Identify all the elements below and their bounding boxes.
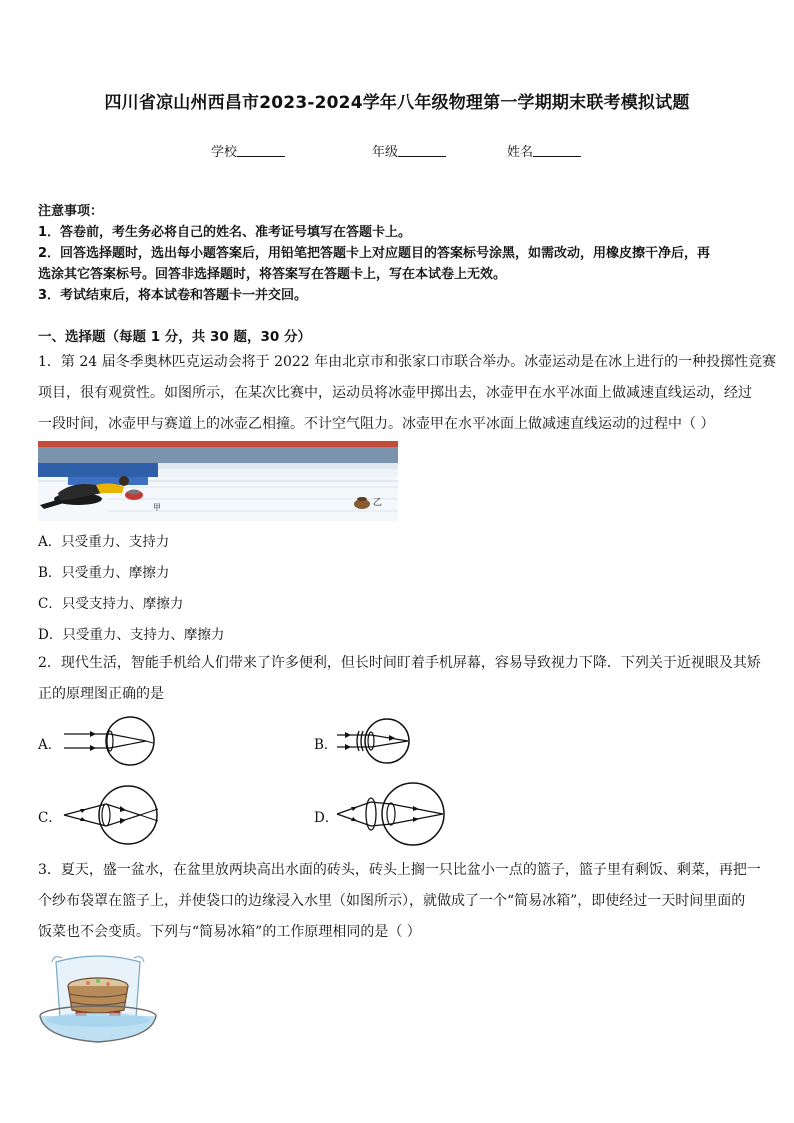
question-line: 1．第 24 届冬季奥林匹克运动会将于 2022 年由北京市和张家口市联合举办。冰壶运动是在冰上进行的一种投掷性竞赛 bbox=[38, 354, 777, 370]
notice-item: 选涂其它答案标号。回答非选择题时，将答案写在答题卡上，写在本试卷上无效。 bbox=[38, 267, 507, 282]
question-line: 个纱布袋罩在篮子上，并使袋口的边缘浸入水里（如图所示），就做成了一个“简易冰箱”，即使经过一天时间里面的 bbox=[38, 893, 746, 909]
school-label: 学校 bbox=[211, 145, 238, 160]
option-c[interactable]: C． bbox=[38, 810, 62, 826]
eye-diagram-b bbox=[335, 714, 415, 768]
option-a[interactable]: A．只受重力、支持力 bbox=[38, 534, 170, 550]
curling-image bbox=[38, 441, 398, 521]
page-title: 四川省凉山州西昌市2023-2024学年八年级物理第一学期期末联考模拟试题 bbox=[104, 93, 690, 113]
section-heading: 一、选择题（每题 1 分，共 30 题，30 分） bbox=[38, 329, 311, 345]
grade-field bbox=[372, 141, 446, 160]
option-b[interactable]: B． bbox=[314, 737, 338, 753]
question-line: 项目，很有观赏性。如图所示，在某次比赛中，运动员将冰壶甲掷出去，冰壶甲在水平冰面上做减速直线运动，经过 bbox=[38, 385, 752, 401]
option-c[interactable]: C．只受支持力、摩擦力 bbox=[38, 596, 184, 612]
question-line: 正的原理图正确的是 bbox=[38, 686, 164, 702]
eye-diagram-a bbox=[62, 712, 157, 770]
grade-label: 年级 bbox=[372, 145, 399, 160]
name-label: 姓名 bbox=[507, 145, 534, 160]
simple-fridge-image bbox=[38, 952, 162, 1048]
question-1-text bbox=[38, 347, 777, 440]
eye-diagram-d bbox=[335, 780, 447, 848]
question-3-text bbox=[38, 855, 760, 948]
notice-item: 2．回答选择题时，选出每小题答案后，用铅笔把答题卡上对应题目的答案标号涂黑，如需改动，用橡皮擦干净后，再 bbox=[38, 246, 711, 261]
notice-item: 3．考试结束后，将本试卷和答题卡一并交回。 bbox=[38, 288, 308, 303]
question-line: 一段时间，冰壶甲与赛道上的冰壶乙相撞。不计空气阻力。冰壶甲在水平冰面上做减速直线运动的过程中（ ） bbox=[38, 416, 715, 432]
name-field bbox=[507, 141, 581, 160]
question-line: 2．现代生活，智能手机给人们带来了许多便利，但长时间盯着手机屏幕，容易导致视力下降．下列关于近视眼及其矫 bbox=[38, 655, 761, 671]
school-blank bbox=[237, 144, 285, 157]
option-d[interactable]: D． bbox=[314, 810, 339, 826]
question-line: 3．夏天，盛一盆水，在盆里放两块高出水面的砖头，砖头上搁一只比盆小一点的篮子，篮子里有剩饭、剩菜，再把一 bbox=[38, 862, 761, 878]
eye-diagram-c bbox=[62, 784, 162, 846]
stone-label-b: 乙 bbox=[373, 498, 383, 508]
question-line: 饭菜也不会变质。下列与“简易冰箱”的工作原理相同的是（ ） bbox=[38, 924, 421, 940]
question-2-text bbox=[38, 648, 760, 710]
grade-blank bbox=[398, 144, 446, 157]
name-blank bbox=[533, 144, 581, 157]
option-a[interactable]: A． bbox=[38, 737, 62, 753]
stone-label-a: 甲 bbox=[153, 503, 161, 512]
notice-item: 1．答卷前，考生务必将自己的姓名、准考证号填写在答题卡上。 bbox=[38, 225, 412, 240]
option-d[interactable]: D．只受重力、支持力、摩擦力 bbox=[38, 627, 225, 643]
school-field bbox=[211, 141, 285, 160]
option-b[interactable]: B．只受重力、摩擦力 bbox=[38, 565, 170, 581]
notice-heading: 注意事项： bbox=[38, 204, 104, 219]
